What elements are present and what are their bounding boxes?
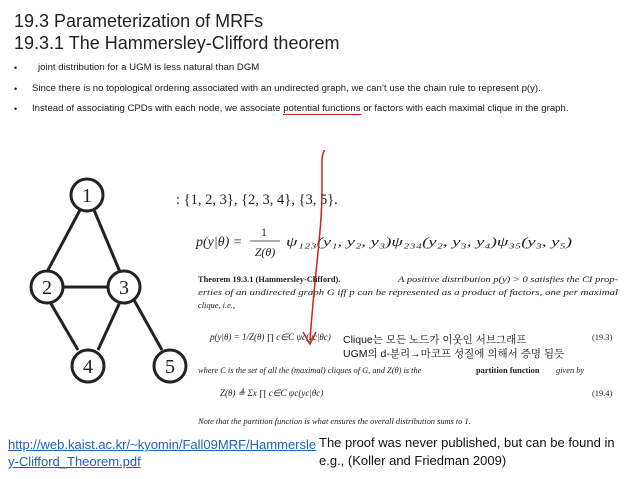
factor-numerator: 1 [261,225,267,239]
bullet-text: Since there is no topological ordering associated with an undirected graph, we can’t use the chain rule to represent p(y). [32,82,541,94]
factor-rhs: ψ₁₂₃(y₁, y₂, y₃)ψ₂₃₄(y₂, y₃, y₄)ψ₃₅(y₃, y₅) [286,234,572,249]
bullet-text [32,103,626,116]
theorem-line-1: A positive distribution p(y) > 0 satisfies the CI prop- [396,275,619,284]
theorem-eq-2: Z(θ) ≜ Σx ∏ c∈C ψc(yc|θc) [220,388,324,398]
bullet-dot-icon: • [14,63,18,73]
potential-functions-highlight: potential functions [283,103,361,115]
theorem-eq-1-number: (19.3) [592,333,613,342]
title-line-1: 19.3 Parameterization of MRFs [14,11,264,31]
bullet-dot-icon: • [14,83,18,94]
title-line-2: 19.3.1 The Hammersley-Clifford theorem [14,33,340,53]
edge-3-4 [98,302,120,350]
theorem-partition-function: partition function [476,366,540,375]
bullet-item [14,103,626,116]
proof-note: The proof was never published, but can be found in e.g., (Koller and Friedman 2009) [319,435,615,468]
bullet-dot-icon: • [14,104,18,115]
node-label: 4 [83,356,93,378]
theorem-footer: Note that the partition function is what ensures the overall distribution sums to 1. [198,417,471,426]
edge-1-3 [94,210,120,272]
theorem-line-3: clique, i.e., [198,301,235,310]
slide-title [14,10,339,54]
theorem-where-post: given by [556,366,585,375]
theorem-where-pre: where C is the set of all the (maximal) cliques of G, and Z(θ) is the [198,366,422,375]
bullet-text-pre: Instead of associating CPDs with each node, we associate [32,103,284,115]
factor-denominator: Z(θ) [254,245,276,259]
theorem-line-2: erties of an undirected graph G iff p can be represented as a product of factors, one per maximal [198,288,619,297]
edge-1-2 [48,210,80,270]
theorem-heading: Theorem 19.3.1 (Hammersley-Clifford). [198,275,341,284]
bullet-item [14,62,626,75]
korean-annotation [343,333,564,361]
reference-link[interactable]: http://web.kaist.ac.kr/~kyomin/Fall09MRF/Hammersley-Clifford_Theorem.pdf [8,437,317,469]
figure-svg [0,150,638,440]
edge-3-5 [134,300,162,350]
node-label: 5 [165,356,175,378]
node-label: 3 [119,277,129,299]
bullet-text-post: or factors with each maximal clique in the graph. [360,103,569,115]
annotation-line-2: UGM의 d-분리→마코프 성질에 의해서 증명 됨듯 [343,348,565,360]
bullet-item [14,83,626,96]
annotation-line-1: Clique는 모든 노드가 이웃인 서브그래프 [343,334,527,346]
graph-edges [48,210,162,350]
figure-panel [0,150,638,440]
theorem-eq-1: p(y|θ) = 1/Z(θ) ∏ c∈C ψc(yc|θc) [210,332,331,342]
theorem-eq-2-number: (19.4) [592,389,613,398]
node-label: 1 [82,185,92,207]
edge-2-4 [50,302,78,350]
graph-nodes [31,179,186,382]
factor-lhs: p(y|θ) = [196,235,243,250]
node-label: 2 [42,277,52,299]
bullet-text: joint distribution for a UGM is less natural than DGM [38,62,260,73]
bullet-list [14,62,626,124]
clique-list: : {1, 2, 3}, {2, 3, 4}, {3, 5}. [176,192,338,208]
